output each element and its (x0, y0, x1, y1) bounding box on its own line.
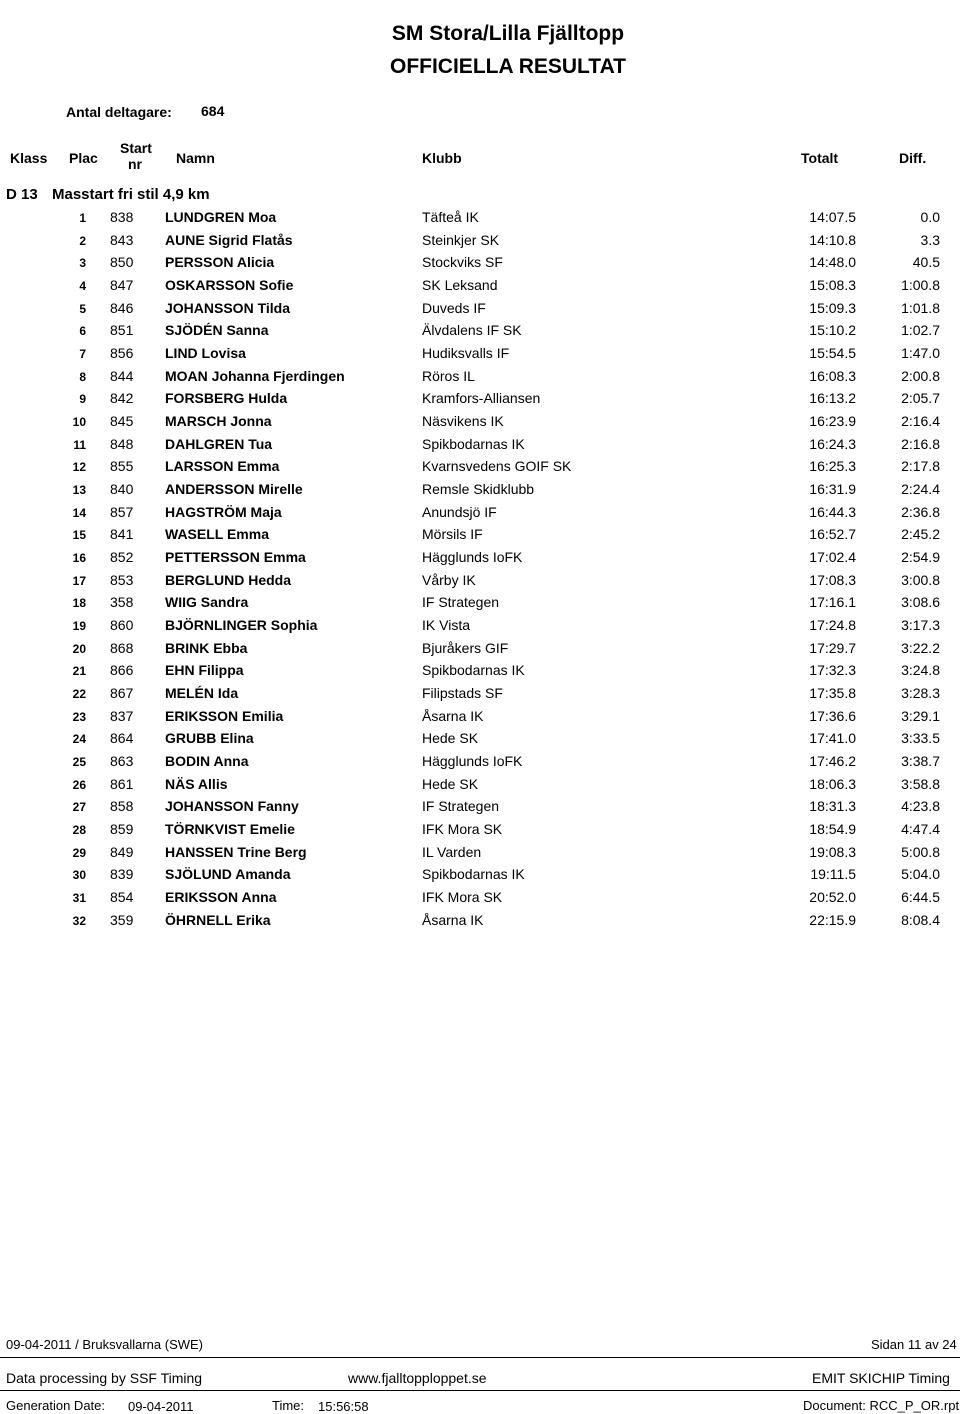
result-club: Steinkjer SK (422, 231, 500, 248)
result-place: 31 (72, 891, 86, 906)
result-place: 12 (72, 460, 86, 475)
result-place: 5 (79, 301, 86, 316)
result-name: ERIKSSON Emilia (165, 707, 284, 724)
col-klass: Klass (10, 150, 48, 166)
section-klass: D 13 (6, 186, 38, 203)
result-diff: 2:17.8 (901, 458, 940, 475)
result-total-time: 16:08.3 (809, 367, 856, 384)
result-row (0, 844, 960, 866)
result-row (0, 526, 960, 548)
footer-date-place: 09-04-2011 / Bruksvallarna (SWE) (6, 1337, 204, 1352)
result-place: 17 (72, 573, 86, 588)
result-name: ÖHRNELL Erika (165, 911, 271, 928)
result-club: Spikbodarnas IK (422, 866, 525, 883)
result-club: IF Strategen (422, 798, 500, 815)
result-place: 22 (72, 687, 86, 702)
footer-divider (0, 1357, 960, 1358)
result-start-nr: 850 (110, 254, 134, 271)
result-total-time: 14:48.0 (809, 254, 856, 271)
result-name: WASELL Emma (165, 526, 269, 543)
result-total-time: 18:31.3 (809, 798, 856, 815)
result-diff: 1:02.7 (901, 322, 940, 339)
result-name: SJÖDÉN Sanna (165, 322, 269, 339)
result-row (0, 504, 960, 526)
result-total-time: 15:10.2 (809, 322, 856, 339)
result-total-time: 19:08.3 (809, 843, 856, 860)
result-name: OSKARSSON Sofie (165, 277, 294, 293)
result-start-nr: 853 (110, 571, 134, 588)
result-diff: 3:33.5 (901, 730, 940, 747)
result-place: 25 (72, 755, 86, 770)
result-start-nr: 845 (110, 413, 134, 430)
result-row (0, 572, 960, 594)
result-total-time: 17:36.6 (809, 707, 856, 724)
result-total-time: 18:54.9 (809, 821, 856, 838)
result-start-nr: 359 (110, 911, 134, 928)
result-club: Älvdalens IF SK (422, 322, 522, 339)
result-club: Bjuråkers GIF (422, 639, 509, 656)
result-total-time: 16:23.9 (809, 413, 856, 430)
result-total-time: 14:10.8 (809, 231, 856, 248)
result-total-time: 17:32.3 (809, 662, 856, 679)
result-name: WIIG Sandra (165, 594, 249, 611)
result-club: Hede SK (422, 775, 479, 792)
result-place: 1 (79, 211, 86, 225)
result-row (0, 390, 960, 412)
result-start-nr: 864 (110, 730, 134, 747)
col-plac: Plac (69, 150, 98, 166)
result-start-nr: 842 (110, 390, 134, 407)
result-name: DAHLGREN Tua (165, 435, 273, 452)
result-start-nr: 839 (110, 866, 134, 883)
result-club: Röros IL (422, 367, 475, 384)
result-place: 4 (79, 279, 86, 293)
result-name: TÖRNKVIST Emelie (165, 821, 295, 838)
result-place: 18 (72, 596, 86, 611)
col-diff: Diff. (899, 150, 927, 166)
result-row (0, 232, 960, 254)
result-row (0, 368, 960, 390)
result-club: Vårby IK (422, 571, 476, 588)
result-diff: 1:01.8 (901, 299, 940, 316)
result-total-time: 19:11.5 (810, 866, 856, 883)
result-start-nr: 866 (110, 662, 134, 679)
result-club: Duveds IF (422, 299, 486, 316)
result-total-time: 14:07.5 (809, 209, 856, 225)
result-row (0, 821, 960, 843)
result-start-nr: 867 (110, 685, 134, 702)
result-row (0, 254, 960, 276)
result-club: Mörsils IF (422, 526, 483, 543)
result-diff: 3:38.7 (901, 753, 940, 770)
col-namn: Namn (176, 150, 215, 166)
result-total-time: 22:15.9 (809, 911, 856, 928)
result-diff: 5:04.0 (901, 866, 940, 883)
result-total-time: 15:08.3 (809, 277, 856, 293)
result-start-nr: 358 (110, 594, 134, 611)
result-start-nr: 851 (110, 322, 134, 339)
result-diff: 0.0 (920, 209, 940, 225)
result-total-time: 15:09.3 (809, 299, 856, 316)
result-place: 2 (79, 233, 86, 248)
footer-page: Sidan 11 av 24 (871, 1337, 957, 1352)
result-place: 9 (79, 392, 86, 407)
result-start-nr: 848 (110, 435, 134, 452)
col-start-nr: nr (128, 156, 142, 172)
result-club: Kvarnsvedens GOIF SK (422, 458, 572, 475)
result-total-time: 17:46.2 (809, 753, 856, 770)
result-total-time: 17:02.4 (809, 549, 856, 566)
result-start-nr: 854 (110, 889, 134, 906)
result-start-nr: 849 (110, 843, 134, 860)
result-name: HAGSTRÖM Maja (165, 503, 282, 520)
result-place: 30 (72, 868, 86, 883)
result-start-nr: 852 (110, 549, 134, 566)
result-name: EHN Filippa (165, 662, 244, 679)
result-start-nr: 861 (110, 775, 134, 792)
result-club: Täfteå IK (422, 209, 479, 225)
result-club: Hägglunds IoFK (422, 549, 523, 566)
footer-gen-label: Generation Date: (6, 1398, 106, 1413)
result-club: Anundsjö IF (422, 503, 497, 520)
result-row (0, 549, 960, 571)
result-club: IF Strategen (422, 594, 500, 611)
col-start: Start (120, 140, 152, 156)
participants-value: 684 (201, 103, 225, 119)
result-row (0, 708, 960, 730)
result-name: ERIKSSON Anna (165, 889, 277, 906)
result-total-time: 16:31.9 (809, 481, 856, 498)
result-name: BJÖRNLINGER Sophia (165, 617, 318, 634)
result-row (0, 413, 960, 435)
result-club: Hudiksvalls IF (422, 345, 510, 362)
section-title: Masstart fri stil 4,9 km (52, 186, 210, 203)
result-club: Hede SK (422, 730, 479, 747)
result-total-time: 17:16.1 (809, 594, 856, 611)
result-start-nr: 858 (110, 798, 134, 815)
result-name: PETTERSSON Emma (165, 549, 306, 566)
result-diff: 2:24.4 (901, 481, 940, 498)
result-place: 15 (72, 528, 86, 543)
result-place: 24 (72, 732, 86, 747)
result-start-nr: 840 (110, 481, 134, 498)
result-total-time: 17:41.0 (809, 730, 856, 747)
result-row (0, 277, 960, 299)
result-name: BRINK Ebba (165, 639, 248, 656)
result-diff: 4:47.4 (901, 821, 940, 838)
result-diff: 40.5 (912, 254, 940, 271)
result-row (0, 481, 960, 503)
result-diff: 2:54.9 (901, 549, 940, 566)
result-row (0, 753, 960, 775)
result-diff: 3:58.8 (901, 775, 940, 792)
result-name: MOAN Johanna Fjerdingen (165, 367, 345, 384)
result-row (0, 458, 960, 480)
result-name: LIND Lovisa (165, 345, 246, 362)
result-name: LUNDGREN Moa (165, 209, 277, 225)
footer-time-value: 15:56:58 (318, 1399, 369, 1414)
result-row (0, 730, 960, 752)
result-total-time: 16:13.2 (809, 390, 856, 407)
footer-processing: Data processing by SSF Timing (6, 1370, 203, 1386)
result-row (0, 776, 960, 798)
result-diff: 3:17.3 (901, 617, 940, 634)
result-start-nr: 844 (110, 367, 134, 384)
result-place: 26 (72, 777, 86, 792)
result-start-nr: 841 (110, 526, 134, 543)
result-club: Stockviks SF (422, 254, 503, 271)
footer-divider-2 (0, 1390, 960, 1391)
result-club: Hägglunds IoFK (422, 753, 523, 770)
result-row (0, 662, 960, 684)
result-name: JOHANSSON Tilda (165, 299, 290, 316)
result-row (0, 594, 960, 616)
result-place: 23 (72, 709, 86, 724)
result-start-nr: 860 (110, 617, 134, 634)
result-name: HANSSEN Trine Berg (165, 843, 307, 860)
result-total-time: 17:08.3 (809, 571, 856, 588)
footer-document: Document: RCC_P_OR.rpt (803, 1398, 960, 1413)
page-subtitle: OFFICIELLA RESULTAT (389, 55, 627, 78)
result-start-nr: 859 (110, 821, 134, 838)
result-start-nr: 868 (110, 639, 134, 656)
result-club: Näsvikens IK (422, 413, 504, 430)
result-diff: 1:47.0 (901, 345, 940, 362)
result-total-time: 16:52.7 (809, 526, 856, 543)
result-place: 7 (79, 347, 86, 362)
result-diff: 3:29.1 (901, 707, 940, 724)
result-name: ANDERSSON Mirelle (165, 481, 303, 498)
result-diff: 4:23.8 (901, 798, 940, 815)
page-title: SM Stora/Lilla Fjälltopp (391, 22, 625, 45)
result-club: SK Leksand (422, 277, 498, 293)
result-name: GRUBB Elina (165, 730, 254, 747)
result-place: 21 (72, 664, 86, 679)
result-name: BODIN Anna (165, 753, 249, 770)
footer-time-label: Time: (272, 1398, 305, 1413)
participants-label: Antal deltagare: (66, 104, 172, 120)
result-total-time: 20:52.0 (809, 889, 856, 906)
result-row (0, 322, 960, 344)
result-row (0, 912, 960, 934)
result-club: Remsle Skidklubb (422, 481, 535, 498)
result-start-nr: 837 (110, 707, 134, 724)
result-place: 16 (72, 551, 86, 566)
result-club: Åsarna IK (422, 911, 484, 928)
result-place: 14 (72, 505, 86, 520)
result-club: Spikbodarnas IK (422, 662, 525, 679)
result-total-time: 16:24.3 (809, 435, 856, 452)
result-start-nr: 843 (110, 231, 134, 248)
result-row (0, 617, 960, 639)
result-place: 3 (79, 256, 86, 271)
result-total-time: 16:44.3 (809, 503, 856, 520)
result-diff: 3.3 (920, 231, 940, 248)
result-name: PERSSON Alicia (165, 254, 275, 271)
result-total-time: 17:29.7 (809, 639, 856, 656)
result-name: JOHANSSON Fanny (165, 798, 299, 815)
result-diff: 3:08.6 (901, 594, 940, 611)
result-club: IFK Mora SK (422, 821, 503, 838)
result-club: IL Varden (422, 843, 482, 860)
result-name: AUNE Sigrid Flatås (165, 231, 293, 248)
result-place: 28 (72, 823, 86, 838)
col-klubb: Klubb (422, 150, 462, 166)
footer-website: www.fjalltopploppet.se (348, 1370, 487, 1386)
result-start-nr: 855 (110, 458, 134, 475)
result-place: 32 (72, 913, 86, 928)
result-row (0, 436, 960, 458)
result-diff: 6:44.5 (901, 889, 940, 906)
result-place: 6 (79, 324, 86, 339)
result-row (0, 798, 960, 820)
result-name: LARSSON Emma (165, 458, 280, 475)
result-place: 11 (73, 437, 86, 452)
result-place: 29 (72, 845, 86, 860)
result-total-time: 16:25.3 (809, 458, 856, 475)
result-club: Filipstads SF (422, 685, 503, 702)
result-club: IK Vista (422, 617, 470, 634)
result-diff: 3:00.8 (901, 571, 940, 588)
result-club: Åsarna IK (422, 707, 484, 724)
result-total-time: 17:24.8 (809, 617, 856, 634)
result-start-nr: 863 (110, 753, 134, 770)
result-start-nr: 857 (110, 503, 134, 520)
result-total-time: 17:35.8 (809, 685, 856, 702)
result-diff: 5:00.8 (901, 843, 940, 860)
result-name: SJÖLUND Amanda (165, 866, 291, 883)
footer-timing: EMIT SKICHIP Timing (812, 1370, 950, 1386)
result-row (0, 866, 960, 888)
result-diff: 2:36.8 (901, 503, 940, 520)
result-diff: 3:28.3 (901, 685, 940, 702)
result-place: 19 (72, 619, 86, 634)
result-start-nr: 838 (110, 209, 134, 225)
result-total-time: 15:54.5 (809, 345, 856, 362)
result-row (0, 640, 960, 662)
result-name: FORSBERG Hulda (165, 390, 288, 407)
result-club: IFK Mora SK (422, 889, 503, 906)
result-start-nr: 847 (110, 277, 134, 293)
result-row (0, 300, 960, 322)
result-diff: 2:00.8 (901, 367, 940, 384)
result-diff: 2:45.2 (901, 526, 940, 543)
result-start-nr: 856 (110, 345, 134, 362)
result-place: 13 (72, 483, 86, 498)
result-diff: 2:05.7 (901, 390, 940, 407)
result-name: MELÉN Ida (165, 685, 239, 702)
result-diff: 2:16.8 (901, 435, 940, 452)
result-diff: 2:16.4 (901, 413, 940, 430)
result-diff: 1:00.8 (901, 277, 940, 293)
result-place: 8 (79, 369, 86, 384)
result-diff: 8:08.4 (901, 911, 940, 928)
result-row (0, 889, 960, 911)
result-start-nr: 846 (110, 299, 134, 316)
result-place: 20 (72, 641, 86, 656)
result-diff: 3:22.2 (901, 639, 940, 656)
result-name: MARSCH Jonna (165, 413, 272, 430)
result-total-time: 18:06.3 (809, 775, 856, 792)
col-totalt: Totalt (801, 150, 839, 166)
result-club: Kramfors-Alliansen (422, 390, 541, 407)
result-diff: 3:24.8 (901, 662, 940, 679)
result-place: 10 (72, 415, 86, 430)
result-name: BERGLUND Hedda (165, 571, 292, 588)
result-row (0, 685, 960, 707)
result-row (0, 345, 960, 367)
footer-gen-date: 09-04-2011 (128, 1399, 194, 1414)
result-row (0, 209, 960, 231)
result-name: NÄS Allis (165, 775, 228, 792)
result-club: Spikbodarnas IK (422, 435, 525, 452)
result-place: 27 (72, 800, 86, 815)
